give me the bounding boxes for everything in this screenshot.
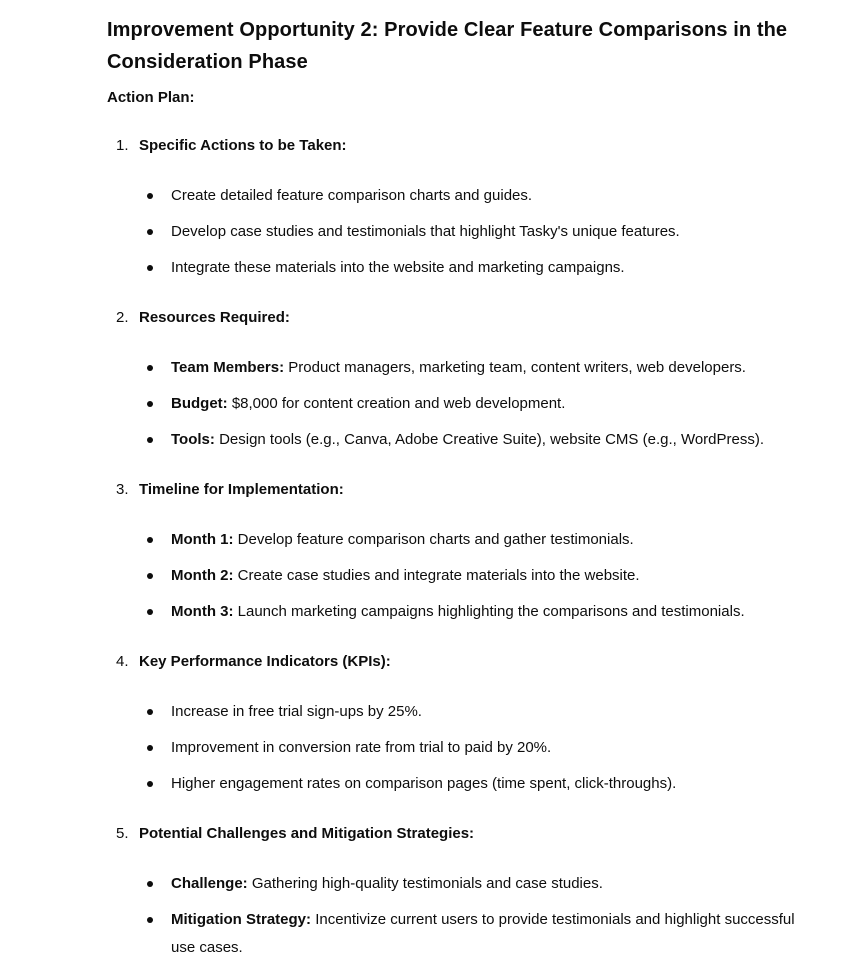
step-kpis [107, 650, 807, 798]
bullet-dot-icon [147, 537, 153, 543]
bullet-dot-icon [147, 745, 153, 751]
bullet-dot-icon [147, 229, 153, 235]
step-title: Potential Challenges and Mitigation Strategies: [139, 825, 475, 842]
bullet-list [139, 698, 807, 798]
bullet-list [139, 526, 807, 626]
bullet-dot-icon [147, 401, 153, 407]
step-specific-actions [107, 134, 807, 282]
step-number: 5. [116, 825, 129, 842]
step-title: Key Performance Indicators (KPIs): [139, 653, 391, 670]
bullet-list [139, 182, 807, 282]
bullet-text: Develop case studies and testimonials that highlight Tasky's unique features. [171, 223, 680, 240]
bullet-dot-icon [147, 265, 153, 271]
bullet-text: Create detailed feature comparison charts and guides. [171, 187, 533, 204]
step-title: Specific Actions to be Taken: [139, 137, 347, 154]
bullet-label: Tools: [171, 431, 215, 448]
bullet-label: Month 3: [171, 603, 234, 620]
bullet-dot-icon [147, 573, 153, 579]
step-number: 2. [116, 309, 129, 326]
bullet-dot-icon [147, 709, 153, 715]
step-title: Timeline for Implementation: [139, 481, 344, 498]
list-item [139, 598, 807, 626]
bullet-text: Gathering high-quality testimonials and case studies. [251, 875, 603, 892]
bullet-dot-icon [147, 609, 153, 615]
bullet-text: $8,000 for content creation and web development. [231, 395, 566, 412]
bullet-list [139, 354, 807, 454]
bullet-dot-icon [147, 781, 153, 787]
list-item [139, 770, 807, 798]
section-heading: Improvement Opportunity 2: Provide Clear Feature Comparisons in the Consideration Phase [107, 19, 788, 73]
bullet-dot-icon [147, 193, 153, 199]
bullet-dot-icon [147, 437, 153, 443]
step-timeline [107, 478, 807, 626]
list-item [139, 734, 807, 762]
list-item [139, 426, 807, 454]
list-item [139, 698, 807, 726]
document-body [107, 14, 807, 962]
step-resources-required [107, 306, 807, 454]
bullet-text: Launch marketing campaigns highlighting the comparisons and testimonials. [237, 603, 745, 620]
bullet-text: Improvement in conversion rate from trial to paid by 20%. [171, 739, 552, 756]
bullet-text: Design tools (e.g., Canva, Adobe Creative Suite), website CMS (e.g., WordPress). [219, 431, 765, 448]
bullet-label: Team Members: [171, 359, 285, 376]
list-item [139, 182, 807, 210]
action-steps-list [107, 134, 807, 962]
bullet-dot-icon [147, 365, 153, 371]
step-number: 3. [116, 481, 129, 498]
bullet-label: Month 2: [171, 567, 234, 584]
bullet-text: Higher engagement rates on comparison pages (time spent, click-throughs). [171, 775, 677, 792]
list-item [139, 562, 807, 590]
bullet-text: Integrate these materials into the website and marketing campaigns. [171, 259, 625, 276]
list-item [139, 390, 807, 418]
bullet-text: Incentivize current users to provide testimonials and highlight successful use cases. [171, 911, 795, 956]
bullet-label: Challenge: [171, 875, 248, 892]
list-item [139, 354, 807, 382]
bullet-text: Develop feature comparison charts and gather testimonials. [237, 531, 634, 548]
list-item [139, 254, 807, 282]
step-challenges [107, 822, 807, 962]
list-item [139, 870, 807, 898]
bullet-text: Create case studies and integrate materials into the website. [237, 567, 640, 584]
action-plan-label: Action Plan: [107, 89, 195, 106]
step-number: 4. [116, 653, 129, 670]
bullet-text: Product managers, marketing team, content writers, web developers. [288, 359, 746, 376]
bullet-label: Mitigation Strategy: [171, 911, 312, 928]
list-item [139, 906, 807, 962]
bullet-label: Budget: [171, 395, 228, 412]
bullet-text: Increase in free trial sign-ups by 25%. [171, 703, 422, 720]
step-title: Resources Required: [139, 309, 290, 326]
bullet-dot-icon [147, 917, 153, 923]
bullet-dot-icon [147, 881, 153, 887]
bullet-label: Month 1: [171, 531, 234, 548]
bullet-list [139, 870, 807, 962]
list-item [139, 526, 807, 554]
step-number: 1. [116, 137, 129, 154]
list-item [139, 218, 807, 246]
